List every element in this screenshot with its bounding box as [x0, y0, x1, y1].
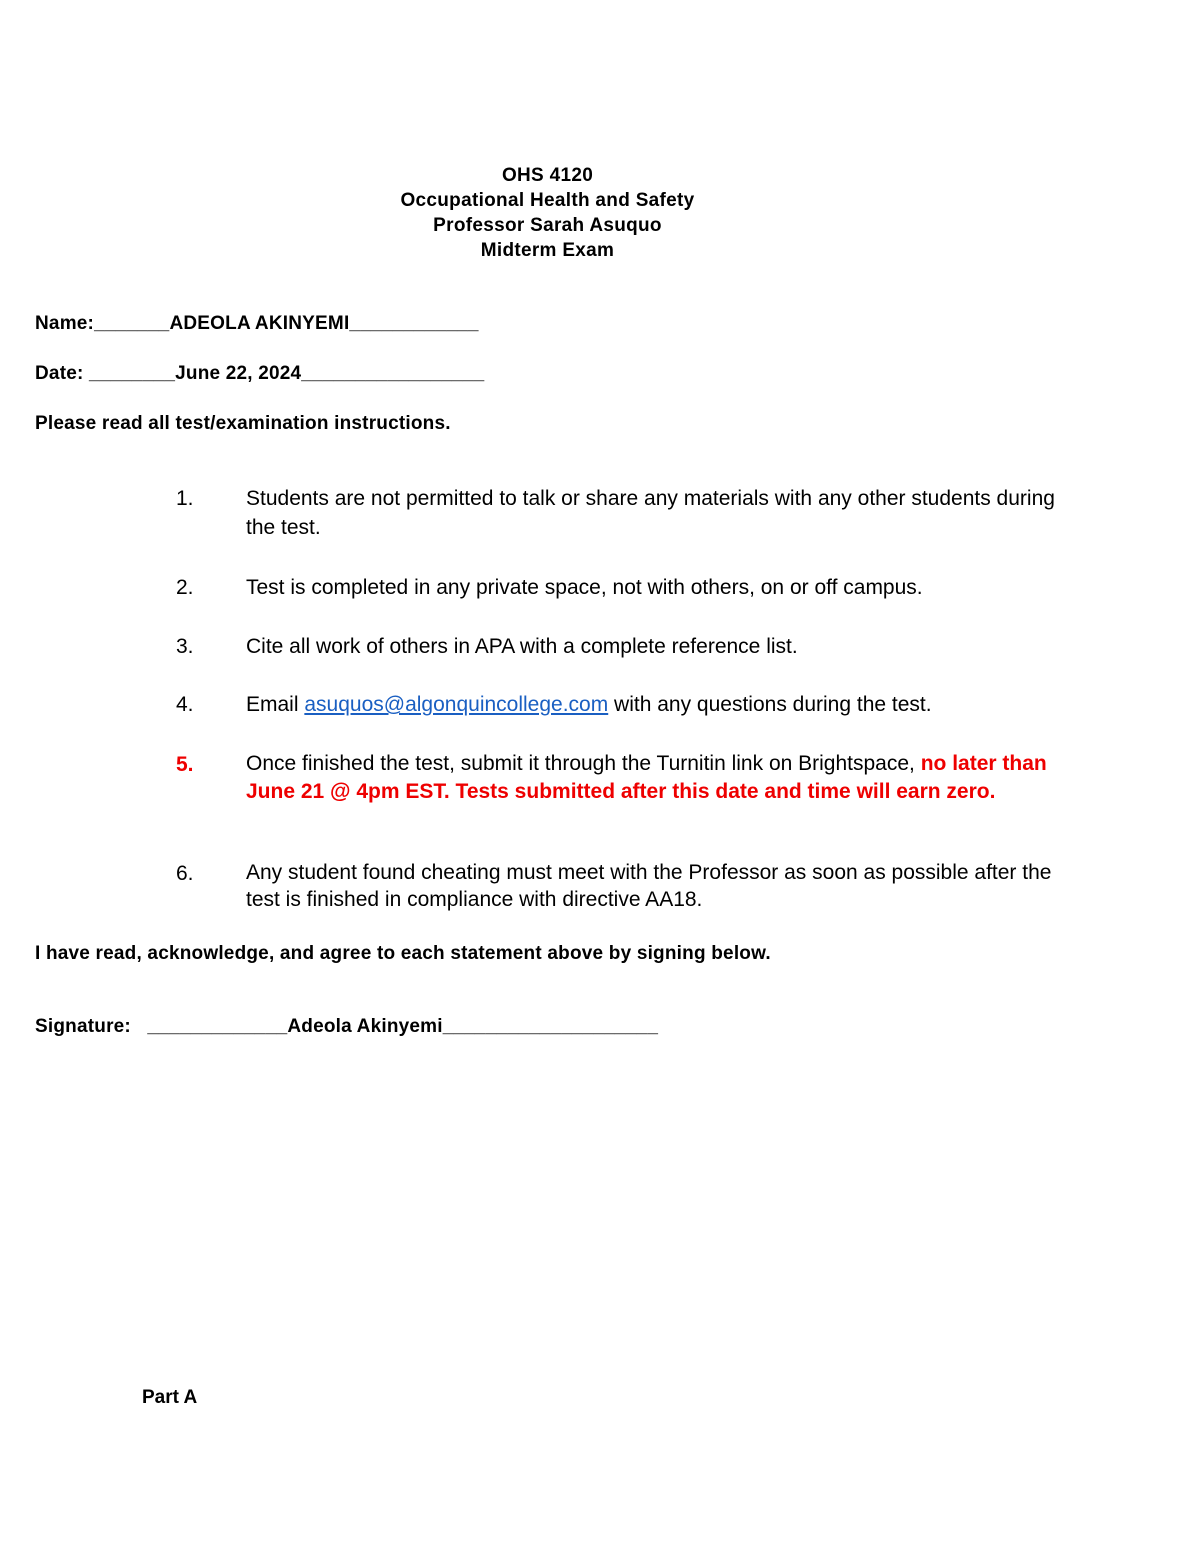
acknowledgement: I have read, acknowledge, and agree to each statement above by signing below.: [35, 943, 771, 964]
deadline-warning: no later than June 21 @ 4pm EST. Tests submitted after this date and time will earn zero.: [246, 752, 1047, 803]
part-label: Part A: [142, 1387, 198, 1408]
email-link[interactable]: asuquos@algonquincollege.com: [304, 693, 609, 716]
item-text: Test is completed in any private space, not with others, on or off campus.: [246, 576, 923, 599]
date-line: Date: ________June 22, 2024_________________: [35, 363, 485, 384]
item-number: 2.: [176, 576, 194, 599]
email-prefix: Email: [246, 693, 305, 716]
professor-name: Professor Sarah Asuquo: [433, 215, 662, 236]
signature-line: Signature: _____________Adeola Akinyemi____________________: [35, 1016, 659, 1037]
item-text: Any student found cheating must meet with the Professor as soon as possible after the test is finished in compliance with directive AA18.: [246, 861, 1052, 911]
item-number: 1.: [176, 487, 194, 510]
item-number: 4.: [176, 693, 194, 716]
submission-text: Once finished the test, submit it through the Turnitin link on Brightspace,: [246, 752, 921, 775]
name-line: Name:_______ADEOLA AKINYEMI____________: [35, 313, 479, 334]
email-suffix: with any questions during the test.: [608, 693, 932, 716]
course-code: OHS 4120: [501, 165, 594, 186]
item-text: [246, 690, 1076, 719]
item-number: 5.: [176, 753, 194, 776]
item-text: Cite all work of others in APA with a complete reference list.: [246, 635, 798, 658]
exam-title: Midterm Exam: [480, 240, 615, 261]
course-name: Occupational Health and Safety: [400, 190, 695, 211]
instructions-heading: Please read all test/examination instructions.: [35, 413, 451, 434]
item-number: 6.: [176, 862, 194, 885]
item-number: 3.: [176, 635, 194, 658]
exam-header: [0, 163, 1095, 263]
item-text: Students are not permitted to talk or share any materials with any other students during the test.: [246, 487, 1055, 539]
item-text: [246, 750, 1076, 806]
